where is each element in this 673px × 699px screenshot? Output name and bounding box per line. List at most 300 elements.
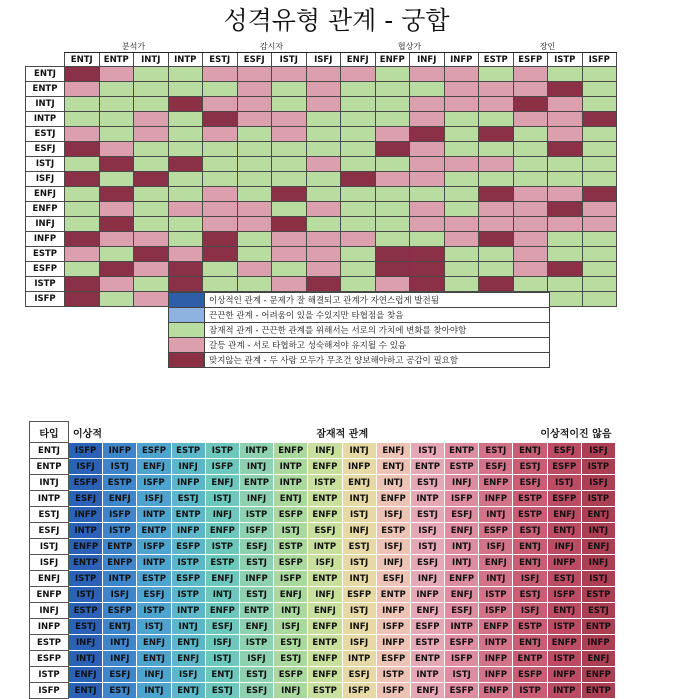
ranking-cell: ENTJ	[274, 491, 308, 507]
row-label: ENFP	[26, 202, 65, 217]
grid-cell	[375, 127, 410, 142]
grid-cell	[410, 82, 445, 97]
ranking-cell: INFP	[479, 651, 513, 667]
grid-cell	[99, 142, 134, 157]
grid-row	[26, 127, 617, 142]
ranking-cell: ENTP	[137, 523, 171, 539]
ranking-cell: ISFP	[239, 523, 273, 539]
grid-cell	[65, 172, 100, 187]
ranking-cell: INFJ	[171, 459, 205, 475]
ranking-cell: ESFJ	[479, 459, 513, 475]
ranking-cell: INFJ	[342, 523, 376, 539]
ranking-cell: INFP	[479, 491, 513, 507]
grid-cell	[375, 277, 410, 292]
grid-cell	[65, 67, 100, 82]
ranking-row	[30, 459, 616, 475]
ranking-cell: ESTP	[513, 491, 547, 507]
row-label: ESFJ	[26, 142, 65, 157]
ranking-cell: ESFP	[171, 539, 205, 555]
grid-cell	[444, 202, 479, 217]
grid-cell	[99, 112, 134, 127]
grid-cell	[237, 67, 272, 82]
grid-cell	[341, 202, 376, 217]
ranking-cell: ENFJ	[205, 571, 239, 587]
ranking-cell: ISTJ	[342, 603, 376, 619]
ranking-cell: ENFJ	[137, 459, 171, 475]
grid-cell	[479, 97, 514, 112]
ranking-cell: ENTP	[103, 539, 137, 555]
ranking-cell: ESTJ	[239, 587, 273, 603]
grid-cell	[168, 232, 203, 247]
ranking-cell: INTJ	[171, 619, 205, 635]
grid-cell	[203, 157, 238, 172]
ranking-cell: ESFP	[547, 491, 581, 507]
ranking-cell: ENTJ	[547, 603, 581, 619]
ranking-cell: ISTJ	[342, 555, 376, 571]
ranking-cell: INTJ	[239, 459, 273, 475]
grid-cell	[65, 232, 100, 247]
column-header: ISTJ	[272, 53, 307, 67]
ranking-cell: INFP	[171, 523, 205, 539]
grid-cell	[410, 142, 445, 157]
grid-cell	[548, 247, 583, 262]
ranking-row-label: INFP	[30, 619, 69, 635]
type-header: 타입	[30, 422, 69, 443]
compatibility-grid	[25, 40, 617, 307]
grid-cell	[168, 112, 203, 127]
row-label: ESFP	[26, 262, 65, 277]
ranking-cell: ENTJ	[137, 651, 171, 667]
grid-cell	[306, 97, 341, 112]
grid-cell	[237, 262, 272, 277]
ranking-row	[30, 619, 616, 635]
ranking-row	[30, 475, 616, 491]
grid-cell	[410, 67, 445, 82]
grid-cell	[582, 127, 617, 142]
ranking-cell: ESFP	[479, 523, 513, 539]
ranking-cell: ESFP	[103, 603, 137, 619]
grid-cell	[99, 292, 134, 307]
grid-cell	[410, 232, 445, 247]
grid-cell	[272, 142, 307, 157]
row-label: INTJ	[26, 97, 65, 112]
grid-cell	[65, 202, 100, 217]
grid-cell	[582, 217, 617, 232]
grid-cell	[306, 187, 341, 202]
grid-cell	[203, 82, 238, 97]
grid-cell	[134, 172, 169, 187]
ranking-cell: INTP	[479, 635, 513, 651]
grid-cell	[306, 262, 341, 277]
ranking-cell: ESFJ	[69, 491, 103, 507]
legend	[168, 292, 550, 368]
row-label: ENFJ	[26, 187, 65, 202]
grid-row	[26, 262, 617, 277]
grid-cell	[548, 157, 583, 172]
ranking-cell: ESTP	[410, 635, 444, 651]
ranking-cell: INTP	[410, 667, 444, 683]
ranking-cell: INTJ	[342, 491, 376, 507]
column-header: ISFJ	[306, 53, 341, 67]
grid-cell	[341, 127, 376, 142]
ranking-cell: ENFP	[308, 667, 342, 683]
legend-item	[169, 308, 550, 323]
ranking-cell: INTJ	[581, 523, 615, 539]
grid-cell	[444, 262, 479, 277]
ranking-cell: INFP	[171, 475, 205, 491]
column-header: INFP	[444, 53, 479, 67]
grid-cell	[375, 217, 410, 232]
ranking-cell: INTJ	[103, 635, 137, 651]
ranking-cell: ENTP	[445, 443, 479, 459]
ranking-cell: ESTJ	[274, 651, 308, 667]
ranking-cell: ENTJ	[205, 667, 239, 683]
ranking-cell: ISFJ	[410, 523, 444, 539]
grid-cell	[134, 262, 169, 277]
ranking-row	[30, 651, 616, 667]
grid-cell	[99, 67, 134, 82]
grid-cell	[272, 172, 307, 187]
grid-cell	[513, 262, 548, 277]
grid-cell	[410, 247, 445, 262]
legend-swatch	[169, 308, 205, 323]
ranking-cell: INFJ	[137, 667, 171, 683]
grid-cell	[65, 187, 100, 202]
ranking-cell: ISFJ	[171, 667, 205, 683]
ranking-cell: INTP	[410, 491, 444, 507]
grid-cell	[513, 127, 548, 142]
ranking-cell: INFJ	[547, 539, 581, 555]
grid-cell	[272, 187, 307, 202]
ranking-cell: INFJ	[308, 587, 342, 603]
grid-cell	[306, 202, 341, 217]
ranking-cell: INFP	[581, 635, 615, 651]
grid-cell	[65, 97, 100, 112]
grid-cell	[341, 67, 376, 82]
grid-cell	[168, 97, 203, 112]
ranking-cell: INFP	[69, 507, 103, 523]
grid-cell	[203, 142, 238, 157]
grid-cell	[99, 262, 134, 277]
ranking-scale-header	[69, 422, 616, 443]
ranking-row-label: ENTJ	[30, 443, 69, 459]
ranking-cell: INFP	[547, 555, 581, 571]
grid-cell	[375, 172, 410, 187]
grid-cell	[582, 82, 617, 97]
ranking-cell: ESFJ	[445, 603, 479, 619]
ranking-cell: ESFP	[376, 651, 410, 667]
ranking-cell: ENFJ	[410, 603, 444, 619]
grid-cell	[134, 277, 169, 292]
grid-cell	[548, 97, 583, 112]
ranking-cell: ENTP	[239, 603, 273, 619]
ranking-cell: INTP	[547, 683, 581, 699]
ranking-row-label: ISTJ	[30, 539, 69, 555]
grid-cell	[513, 142, 548, 157]
grid-cell	[548, 82, 583, 97]
ranking-row	[30, 683, 616, 699]
grid-corner	[26, 40, 65, 53]
grid-cell	[341, 247, 376, 262]
ranking-cell: ISTJ	[342, 507, 376, 523]
grid-cell	[444, 232, 479, 247]
column-header: INTJ	[134, 53, 169, 67]
ranking-cell: ENTP	[410, 459, 444, 475]
ranking-cell: ENFJ	[103, 491, 137, 507]
ranking-cell: INFJ	[69, 635, 103, 651]
grid-cell	[203, 97, 238, 112]
grid-cell	[582, 247, 617, 262]
ranking-cell: ESTJ	[239, 555, 273, 571]
legend-swatch	[169, 338, 205, 353]
grid-cell	[479, 112, 514, 127]
grid-cell	[203, 262, 238, 277]
grid-cell	[548, 232, 583, 247]
ranking-cell: ESTP	[308, 683, 342, 699]
ranking-cell: ESFP	[513, 667, 547, 683]
grid-row	[26, 217, 617, 232]
ranking-cell: ISFJ	[342, 635, 376, 651]
grid-cell	[203, 187, 238, 202]
ranking-cell: ESFP	[547, 459, 581, 475]
grid-cell	[134, 202, 169, 217]
ranking-cell: INTJ	[445, 555, 479, 571]
ranking-cell: ESTP	[137, 571, 171, 587]
grid-cell	[65, 247, 100, 262]
ranking-cell: ESFP	[410, 619, 444, 635]
grid-cell	[444, 247, 479, 262]
grid-row	[26, 157, 617, 172]
ranking-cell: INTJ	[137, 683, 171, 699]
ranking-cell: ESTP	[513, 619, 547, 635]
grid-cell	[582, 157, 617, 172]
grid-cell	[134, 127, 169, 142]
ranking-cell: ISTJ	[410, 443, 444, 459]
ranking-cell: INFJ	[239, 491, 273, 507]
grid-cell	[306, 112, 341, 127]
ranking-cell: INTJ	[274, 603, 308, 619]
grid-cell	[272, 217, 307, 232]
ranking-cell: ISTP	[581, 491, 615, 507]
grid-cell	[306, 232, 341, 247]
ranking-cell: ISFP	[103, 507, 137, 523]
grid-cell	[341, 172, 376, 187]
grid-row	[26, 67, 617, 82]
column-header: ESTP	[479, 53, 514, 67]
ranking-cell: ENFJ	[171, 651, 205, 667]
ranking-cell: ENFP	[479, 619, 513, 635]
ranking-cell: ESTP	[205, 555, 239, 571]
ranking-row-label: INTP	[30, 491, 69, 507]
legend-text: 잠재적 관계 - 끈끈한 관계를 위해서는 서로의 가치에 변화를 찾아야함	[205, 323, 550, 338]
grid-cell	[444, 172, 479, 187]
grid-cell	[203, 277, 238, 292]
legend-item	[169, 323, 550, 338]
ranking-cell: ENFJ	[376, 443, 410, 459]
ranking-cell: ISFJ	[581, 475, 615, 491]
ranking-cell: ENTJ	[103, 619, 137, 635]
grid-cell	[203, 232, 238, 247]
grid-cell	[65, 142, 100, 157]
grid-cell	[444, 82, 479, 97]
ranking-cell: ISTP	[171, 555, 205, 571]
ranking-cell: INTP	[171, 603, 205, 619]
grid-cell	[99, 127, 134, 142]
grid-cell	[99, 277, 134, 292]
grid-cell	[272, 232, 307, 247]
grid-cell	[479, 262, 514, 277]
grid-cell	[203, 217, 238, 232]
grid-cell	[99, 187, 134, 202]
ranking-row-label: ESFJ	[30, 523, 69, 539]
grid-cell	[375, 232, 410, 247]
grid-row	[26, 142, 617, 157]
ranking-cell: ISTP	[137, 603, 171, 619]
grid-cell	[582, 172, 617, 187]
ranking-cell: ESTJ	[513, 459, 547, 475]
grid-cell	[99, 157, 134, 172]
ranking-cell: ENFJ	[239, 619, 273, 635]
grid-cell	[479, 127, 514, 142]
ranking-cell: ISFJ	[308, 555, 342, 571]
grid-cell	[168, 82, 203, 97]
ranking-cell: ENTJ	[171, 635, 205, 651]
grid-row	[26, 97, 617, 112]
ranking-cell: ENTJ	[547, 523, 581, 539]
grid-cell	[513, 67, 548, 82]
ranking-cell: INTJ	[479, 571, 513, 587]
grid-cell	[237, 202, 272, 217]
grid-cell	[272, 127, 307, 142]
grid-cell	[444, 112, 479, 127]
column-header: ESFP	[513, 53, 548, 67]
ranking-cell: ISTP	[308, 475, 342, 491]
ranking-cell: ESFJ	[342, 667, 376, 683]
grid-cell	[582, 277, 617, 292]
grid-cell	[237, 127, 272, 142]
ranking-row	[30, 667, 616, 683]
ranking-cell: ISTJ	[445, 667, 479, 683]
grid-cell	[237, 172, 272, 187]
ranking-cell: ESFP	[445, 683, 479, 699]
grid-cell	[513, 247, 548, 262]
grid-row	[26, 247, 617, 262]
ranking-cell: ESTJ	[581, 603, 615, 619]
ranking-cell: ISFJ	[274, 619, 308, 635]
ranking-row-label: ESTP	[30, 635, 69, 651]
grid-cell	[134, 232, 169, 247]
grid-cell	[375, 142, 410, 157]
ranking-cell: ISFJ	[376, 539, 410, 555]
ranking-cell: ISFP	[137, 539, 171, 555]
grid-cell	[513, 187, 548, 202]
grid-cell	[479, 187, 514, 202]
grid-cell	[168, 262, 203, 277]
grid-cell	[168, 202, 203, 217]
ranking-row-label: ISTP	[30, 667, 69, 683]
grid-cell	[410, 157, 445, 172]
grid-cell	[65, 82, 100, 97]
grid-cell	[65, 262, 100, 277]
ranking-cell: ISFP	[274, 571, 308, 587]
legend-swatch	[169, 353, 205, 368]
ranking-cell: ENFJ	[547, 507, 581, 523]
grid-cell	[272, 202, 307, 217]
ranking-cell: ISFP	[342, 683, 376, 699]
ranking-cell: ESTJ	[342, 539, 376, 555]
grid-cell	[237, 232, 272, 247]
grid-cell	[65, 217, 100, 232]
ranking-row	[30, 539, 616, 555]
grid-cell	[548, 112, 583, 127]
ranking-cell: INFP	[376, 603, 410, 619]
grid-cell	[203, 247, 238, 262]
ranking-cell: ENFJ	[445, 523, 479, 539]
ranking-table	[29, 421, 616, 699]
grid-cell	[548, 202, 583, 217]
ranking-cell: INFP	[547, 667, 581, 683]
grid-cell	[306, 82, 341, 97]
grid-cell	[237, 97, 272, 112]
ranking-cell: ISTP	[547, 619, 581, 635]
ranking-cell: INTJ	[445, 539, 479, 555]
grid-cell	[479, 217, 514, 232]
grid-cell	[582, 112, 617, 127]
ranking-row	[30, 603, 616, 619]
grid-cell	[341, 277, 376, 292]
grid-cell	[134, 67, 169, 82]
grid-cell	[168, 172, 203, 187]
ranking-cell: INTP	[69, 523, 103, 539]
ranking-cell: ISTJ	[137, 619, 171, 635]
grid-cell	[237, 157, 272, 172]
grid-cell	[99, 172, 134, 187]
ranking-cell: ESFP	[445, 635, 479, 651]
ranking-cell: ENFP	[376, 491, 410, 507]
ranking-cell: ISTP	[376, 667, 410, 683]
ranking-cell: ISTP	[479, 587, 513, 603]
ranking-cell: ENFP	[205, 523, 239, 539]
ranking-cell: INTP	[137, 507, 171, 523]
ranking-cell: ISFJ	[103, 587, 137, 603]
legend-text: 이상적인 관계 - 문제가 잘 해결되고 관계가 자연스럽게 발전됨	[205, 293, 550, 308]
ranking-cell: INFJ	[445, 475, 479, 491]
ranking-cell: ENTJ	[69, 683, 103, 699]
ranking-cell: ENFP	[445, 571, 479, 587]
ranking-cell: ENTJ	[513, 555, 547, 571]
grid-cell	[410, 127, 445, 142]
grid-cell	[375, 112, 410, 127]
ranking-cell: ISTP	[69, 571, 103, 587]
ranking-cell: ESFP	[137, 443, 171, 459]
ranking-cell: ISFP	[376, 683, 410, 699]
grid-cell	[134, 292, 169, 307]
ranking-cell: INFP	[376, 635, 410, 651]
ranking-cell: ENTJ	[513, 443, 547, 459]
grid-cell	[479, 202, 514, 217]
grid-cell	[548, 142, 583, 157]
grid-cell	[237, 187, 272, 202]
column-header: ENFJ	[341, 53, 376, 67]
column-header: ESFJ	[237, 53, 272, 67]
column-header: ISFP	[582, 53, 617, 67]
column-header: ENFP	[375, 53, 410, 67]
ranking-cell: ENFP	[308, 507, 342, 523]
row-label: INFJ	[26, 217, 65, 232]
grid-cell	[444, 277, 479, 292]
ranking-cell: ISTP	[513, 683, 547, 699]
row-label: ESTJ	[26, 127, 65, 142]
